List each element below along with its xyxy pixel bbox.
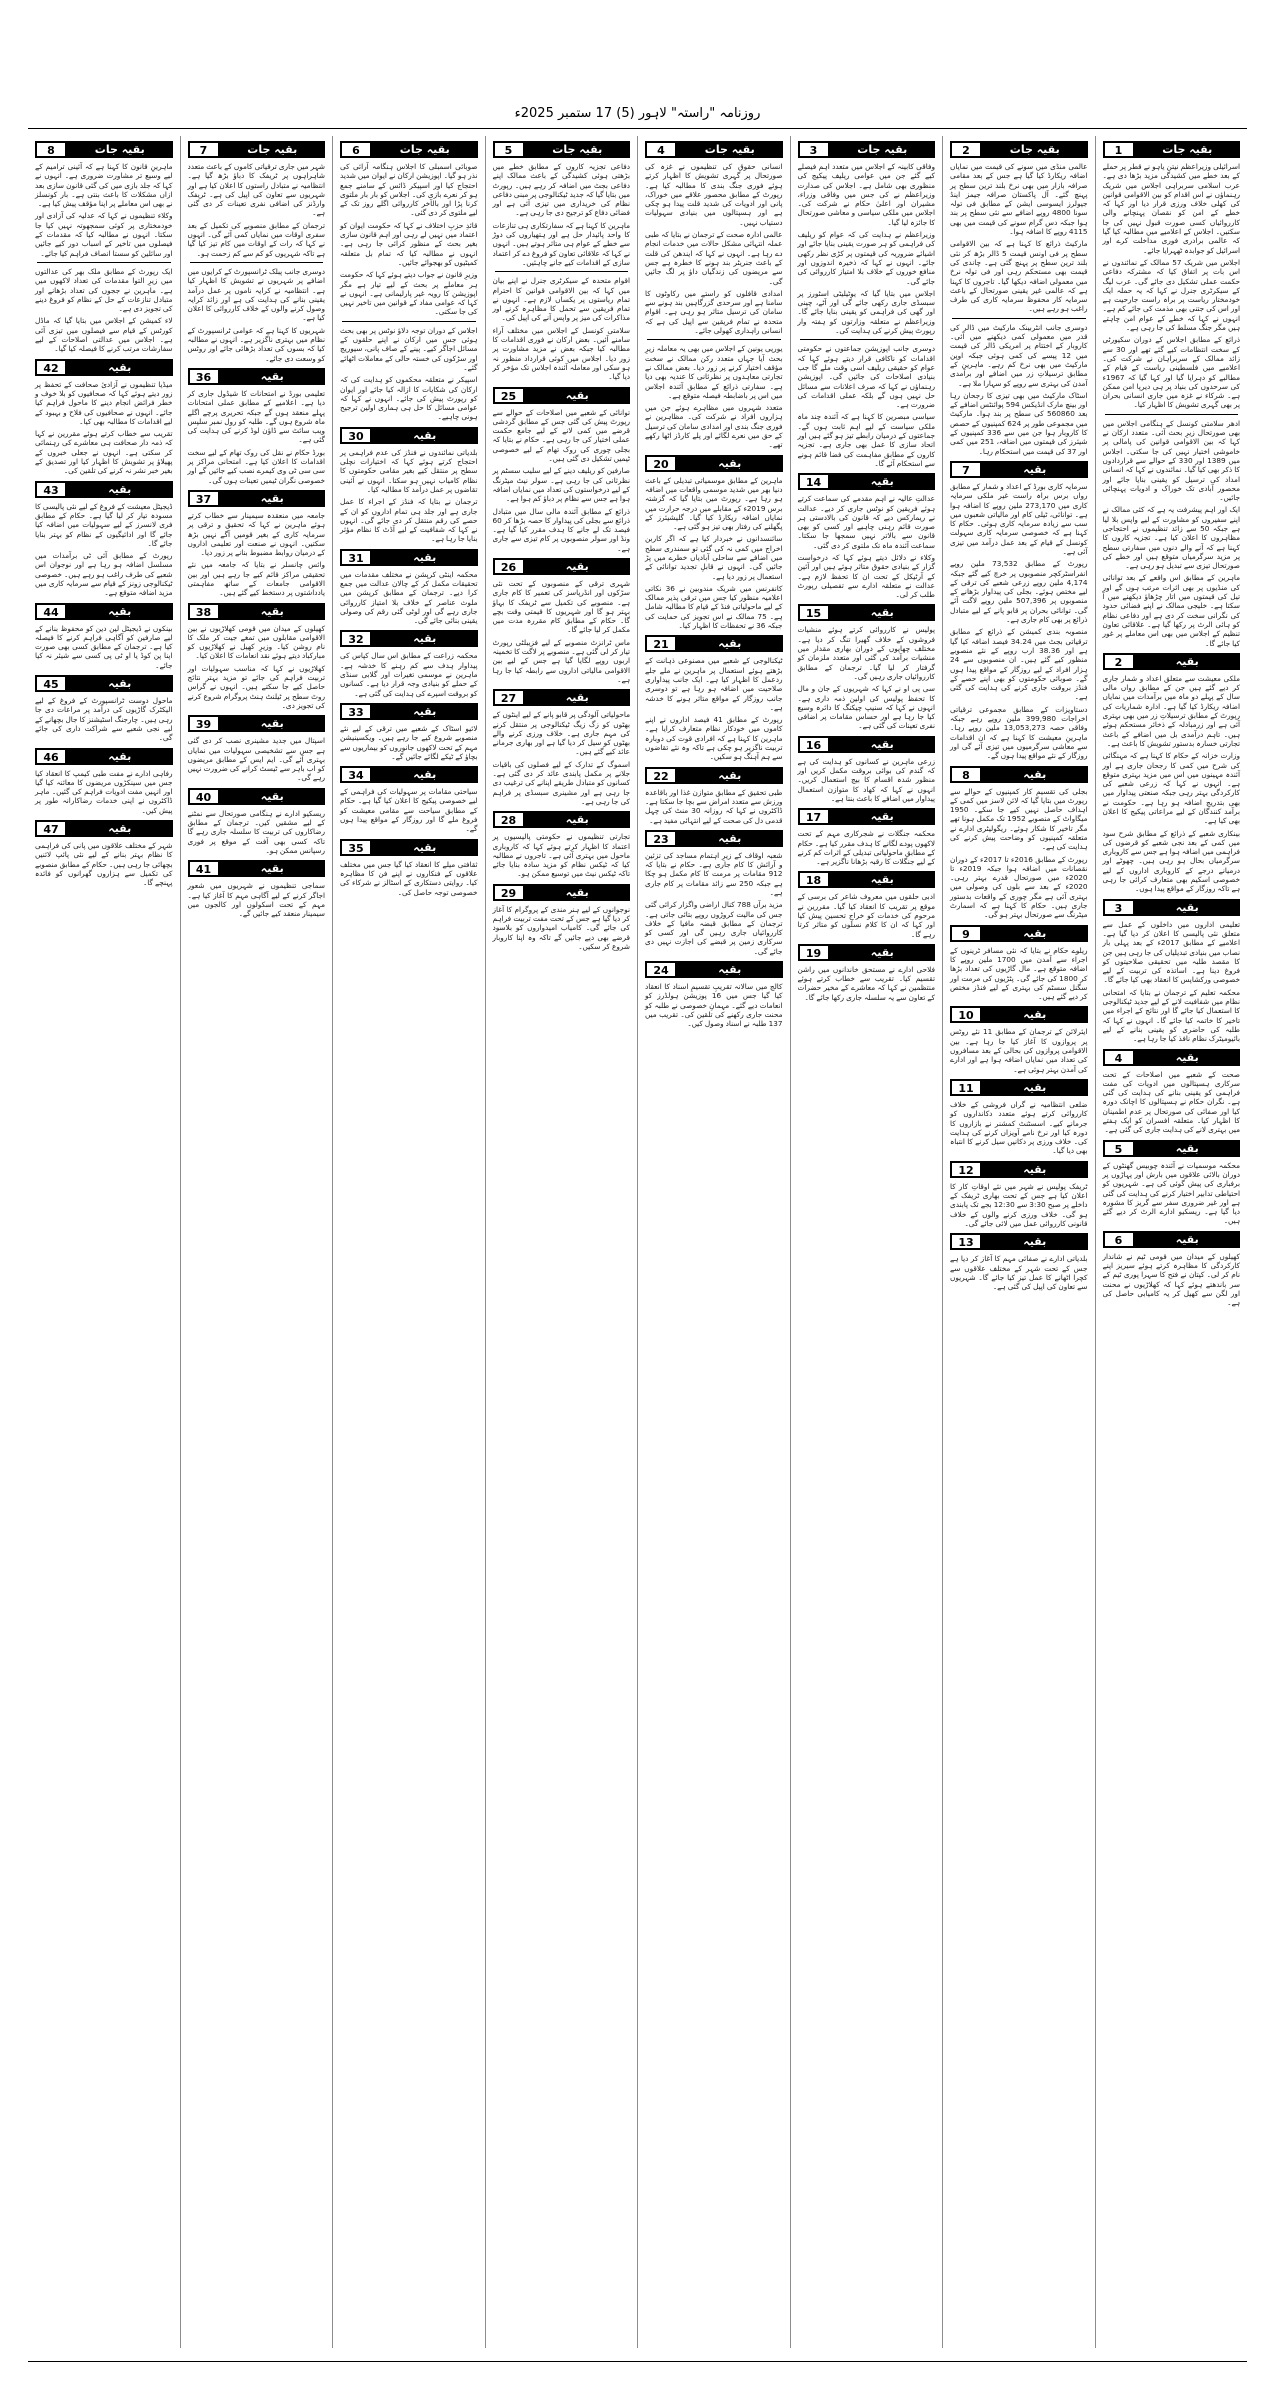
continuation-label: بقیہ: [108, 822, 132, 836]
continuation-number: 1: [1104, 142, 1134, 157]
article-paragraph: وزارت خزانہ کے حکام کا کہنا ہے کہ مہنگائی کی شرح میں کمی کا رجحان جاری ہے اور آئندہ مہینوں میں اس میں مزید بہتری متوقع ہے۔ انہوں نے کہا کہ زرعی شعبے کی کارکردگی بہتر رہی جبکہ صنعتی پیداوار میں بھی بتدریج اضافہ ہو رہا ہے۔ حکومت نے برآمد کنندگان کے لیے مراعاتی پیکیج کا اعلان بھی کیا ہے۔: [1102, 751, 1240, 826]
continuation-header: [493, 558, 631, 575]
continuation-header: [340, 141, 478, 158]
continuation-header: [340, 703, 478, 720]
continuation-header: [1103, 141, 1241, 158]
continuation-header: [340, 766, 478, 783]
article-paragraph: طبی تحقیق کے مطابق متوازن غذا اور باقاعدہ ورزش سے متعدد امراض سے بچا جا سکتا ہے۔ ڈاکٹروں نے کہا کہ روزانہ 30 منٹ کی چہل قدمی دل کی صحت کے لیے انتہائی مفید ہے۔: [645, 787, 783, 825]
continuation-label: بقیہ: [718, 831, 742, 845]
article-paragraph: ڈیجیٹل معیشت کے فروغ کے لیے نئی پالیسی کا مسودہ تیار کر لیا گیا ہے۔ حکام کے مطابق فری لانسرز کے لیے سہولیات میں اضافہ کیا جائے گا اور ادائیگیوں کے نظام کو بہتر بنایا جائے گا۔: [35, 501, 173, 548]
article-paragraph: محکمہ اینٹی کرپشن نے مختلف مقدمات میں تحقیقات مکمل کر کے چالان عدالت میں جمع کرا دیے۔ ترجمان کے مطابق کرپشن میں ملوث عناصر کے خلاف بلا امتیاز کارروائی جاری رہے گی اور لوٹی گئی رقم کی وصولی یقینی بنائی جائے گی۔: [340, 569, 478, 626]
continuation-number: 7: [951, 462, 981, 477]
continuation-number: 21: [646, 636, 676, 651]
continuation-header: [798, 944, 936, 961]
continuation-label: بقیہ: [1023, 1008, 1047, 1022]
continuation-number: 13: [951, 1234, 981, 1249]
continuation-header: [188, 368, 326, 385]
continuation-label: بقیہ: [260, 717, 284, 731]
article-paragraph: بلدیاتی نمائندوں نے فنڈز کی عدم فراہمی پر احتجاج کرتے ہوئے کہا کہ اختیارات نچلی سطح پر منتقل کیے بغیر مقامی حکومتوں کا نظام کامیاب نہیں ہو سکتا۔ انہوں نے آئینی تقاضوں پر عمل درآمد کا مطالبہ کیا۔: [340, 447, 478, 494]
article-paragraph: رپورٹ کے مطابق 2016ء تا 2017ء کے دوران نقصانات میں اضافہ ہوا جبکہ 2019ء تا 2020ء میں صورتحال قدرے بہتر رہی۔ 2020ء کے بعد سے بلوں کی وصولی میں بہتری آئی ہے مگر چوری کے واقعات بدستور جاری ہیں۔ حکام کا کہنا ہے کہ اسمارٹ میٹرنگ سے صورتحال بہتر ہو گی۔: [950, 854, 1088, 920]
continuation-number: 17: [799, 809, 829, 824]
continuation-number: 12: [951, 1162, 981, 1177]
continuation-number: 24: [646, 962, 676, 977]
article-paragraph: شہری ترقی کے منصوبوں کے تحت نئی سڑکوں اور انڈرپاسز کی تعمیر کا کام جاری ہے۔ منصوبے کی تکمیل سے ٹریفک کا بہاؤ بہتر ہو گا اور شہریوں کا قیمتی وقت بچے گا۔ حکام کے مطابق کام مقررہ مدت میں مکمل کر لیا جائے گا۔: [492, 578, 630, 635]
article-paragraph: اسٹاک مارکیٹ میں بھی تیزی کا رجحان رہا اور بینچ مارک انڈیکس 594 پوائنٹس اضافے کے بعد 560860 کی سطح پر بند ہوا۔ مارکیٹ میں مجموعی طور پر 624 کمپنیوں کے حصص کا کاروبار ہوا جن میں سے 336 کمپنیوں کے شیئرز کی قیمتوں میں اضافہ، 251 میں کمی اور 37 کی قیمت میں استحکام رہا۔: [950, 390, 1088, 456]
article-paragraph: وائس چانسلر نے بتایا کہ جامعہ میں نئے تحقیقی مراکز قائم کیے جا رہے ہیں اور بین الاقوامی جامعات کے ساتھ مفاہمتی یادداشتوں پر دستخط کیے گئے ہیں۔: [187, 560, 325, 598]
continuation-label: بقیہ: [1023, 1162, 1047, 1176]
article-paragraph: ادبی حلقوں میں معروف شاعر کی برسی کے موقع پر تقریب کا انعقاد کیا گیا۔ مقررین نے مرحوم کی خدمات کو خراجِ تحسین پیش کیا اور کہا کہ ان کا کلام نسلوں کو متاثر کرتا رہے گا۔: [797, 892, 935, 939]
article-paragraph: وفاقی کابینہ کے اجلاس میں متعدد اہم فیصلے کیے گئے جن میں عوامی ریلیف پیکیج کی منظوری بھی شامل ہے۔ اجلاس کی صدارت وزیراعظم نے کی جس میں وفاقی وزراء، مشیران اور اعلیٰ حکام نے شرکت کی۔ اجلاس میں ملکی سیاسی و معاشی صورتحال کا جائزہ لیا گیا۔: [797, 162, 935, 227]
continuation-number: 20: [646, 456, 676, 471]
continuation-number: 14: [799, 474, 829, 489]
top-rule: [28, 128, 1247, 129]
continuation-number: 22: [646, 768, 676, 783]
continuation-label: بقیہ: [413, 632, 437, 646]
continuation-header: [35, 481, 173, 498]
article-paragraph: محکمہ زراعت کے مطابق اس سال کپاس کی پیداوار ہدف سے کم رہنے کا خدشہ ہے۔ ماہرین نے موسمی تغیرات اور گلابی سنڈی کے حملے کو بنیادی وجہ قرار دیا ہے۔ کسانوں کو بروقت اسپرے کی ہدایت کی گئی ہے۔: [340, 651, 478, 698]
continuation-label: بقیہ: [108, 677, 132, 691]
article-paragraph: منصوبہ بندی کمیشن کے ذرائع کے مطابق ترقیاتی بجٹ میں 34.24 فیصد اضافہ کیا گیا ہے اور 38.36 ارب روپے کے نئے منصوبے منظور کیے گئے ہیں۔ ان منصوبوں سے 24 ہزار افراد کے لیے روزگار کے مواقع پیدا ہوں گے۔ صوبائی حکومتوں کو بھی اپنے حصے کے فنڈز بروقت جاری کرنے کی ہدایت کی گئی ہے۔: [950, 627, 1088, 702]
continuation-label: بقیہ: [108, 360, 132, 374]
paragraph-divider: [342, 321, 476, 322]
continuation-label: بقیہ: [1175, 654, 1199, 668]
masthead-text: روزنامہ "راستہ" لاہور (5) 17 ستمبر 2025ء: [514, 106, 761, 121]
continuation-label: بقیہ: [718, 768, 742, 782]
article-paragraph: ثقافتی میلے کا انعقاد کیا گیا جس میں مختلف علاقوں کے فنکاروں نے اپنے فن کا مظاہرہ کیا۔ روایتی دستکاری کے اسٹالز نے شرکاء کی خصوصی توجہ حاصل کی۔: [340, 859, 478, 897]
continuation-number: 2: [1104, 654, 1134, 669]
continuation-number: 23: [646, 831, 676, 846]
article-paragraph: محکمہ تعلیم کے ترجمان نے بتایا کہ امتحانی نظام میں شفافیت لانے کے لیے جدید ٹیکنالوجی کا استعمال کیا جائے گا اور نتائج کے اجراء میں تاخیر کا خاتمہ کیا جائے گا۔ انہوں نے کہا کہ طلبہ کی حاضری کو یقینی بنانے کے لیے بائیومیٹرک نظام نافذ کیا جا رہا ہے۔: [1102, 987, 1240, 1044]
continuation-header: [188, 860, 326, 877]
continuation-header: [645, 830, 783, 847]
continuation-label: بقیہ جات: [552, 143, 603, 156]
continuation-header: [645, 767, 783, 784]
paragraph-divider: [37, 262, 171, 263]
article-paragraph: جامعہ میں منعقدہ سیمینار سے خطاب کرتے ہوئے ماہرین نے کہا کہ تحقیق و ترقی پر سرمایہ کاری کے بغیر قومیں آگے نہیں بڑھ سکتیں۔ انہوں نے صنعت اور تعلیمی اداروں کے درمیان روابط مضبوط بنانے پر زور دیا۔: [187, 510, 325, 558]
text-column: [942, 136, 1095, 2348]
continuation-label: بقیہ: [260, 491, 284, 505]
text-column: [637, 136, 790, 2348]
article-paragraph: اقوام متحدہ کے سیکرٹری جنرل نے اپنے بیان میں کہا کہ بین الاقوامی قوانین کا احترام تمام ریاستوں پر یکساں لازم ہے۔ انہوں نے تمام فریقین سے تحمل کا مظاہرہ کرنے اور مذاکرات کی میز پر واپس آنے کی اپیل کی۔: [492, 276, 630, 323]
article-paragraph: توانائی کے شعبے میں اصلاحات کے حوالے سے رپورٹ پیش کی گئی جس کے مطابق گردشی قرضے میں کمی لانے کے لیے جامع حکمت عملی اختیار کی جا رہی ہے۔ حکام نے بتایا کہ بجلی چوری کی روک تھام کے لیے خصوصی ٹیمیں تشکیل دی گئی ہیں۔: [492, 407, 630, 464]
continuation-number: 19: [799, 945, 829, 960]
article-paragraph: تجارتی تنظیموں نے حکومتی پالیسیوں پر اعتماد کا اظہار کرتے ہوئے کہا کہ کاروباری ماحول میں بہتری آئی ہے۔ تاجروں نے مطالبہ کیا کہ ٹیکس نظام کو مزید سادہ بنایا جائے تاکہ ٹیکس نیٹ میں توسیع ممکن ہو۔: [492, 832, 630, 879]
continuation-number: 33: [341, 704, 371, 719]
paragraph-divider: [800, 339, 934, 340]
article-paragraph: ماہرینِ قانون کا کہنا ہے کہ آئینی ترامیم کے لیے وسیع تر مشاورت ضروری ہے۔ انہوں نے کہا کہ جلد بازی میں کی گئی قانون سازی بعد ازاں مشکلات کا باعث بنتی ہے۔ بار کونسلز نے بھی اس معاملے پر اپنا مؤقف پیش کیا ہے۔: [35, 162, 173, 209]
article-paragraph: ترجمان کے مطابق منصوبے کی تکمیل کے بعد سفری اوقات میں نمایاں کمی آئے گی۔ انہوں نے کہا کہ رات کے اوقات میں کام تیز کیا گیا ہے تاکہ شہریوں کو کم سے کم زحمت ہو۔: [187, 220, 325, 258]
article-paragraph: صارفین کو ریلیف دینے کے لیے سلیب سسٹم پر نظرثانی کی جا رہی ہے۔ سولر نیٹ میٹرنگ کے لیے درخواستوں کی تعداد میں نمایاں اضافہ ہوا ہے جس سے نظام پر دباؤ کم ہوا ہے۔: [492, 466, 630, 504]
continuation-number: 47: [36, 821, 66, 836]
article-paragraph: سرمایہ کاری بورڈ کے اعداد و شمار کے مطابق رواں برس براہ راست غیر ملکی سرمایہ کاری میں 273,170 ملین روپے کا اضافہ ہوا ہے۔ توانائی، ٹیلی کام اور مالیاتی شعبوں میں سب سے زیادہ سرمایہ کاری ہوئی۔ حکام کا کہنا ہے کہ خصوصی سرمایہ کاری سہولت کونسل کے قیام کے بعد عمل درآمد میں تیزی آئی ہے۔: [950, 481, 1088, 556]
article-paragraph: بجلی کی تقسیم کار کمپنیوں کے حوالے سے رپورٹ میں بتایا گیا کہ لائن لاسز میں کمی کے اہداف حاصل نہیں کیے جا سکے۔ 1950 میگاواٹ کے منصوبے 1952 تک مکمل ہونا تھے مگر تاخیر کا شکار ہوئے۔ ریگولیٹری ادارے نے متعلقہ کمپنیوں کو وضاحت پیش کرنے کی ہدایت کی ہے۔: [950, 786, 1088, 852]
article-paragraph: اجلاس کے دوران توجہ دلاؤ نوٹس پر بھی بحث ہوئی جس میں ارکان نے اپنے حلقوں کے مسائل اجاگر کیے۔ پینے کے صاف پانی، سیوریج اور سڑکوں کی خستہ حالی کے معاملات اٹھائے گئے۔: [340, 325, 478, 372]
article-paragraph: سلامتی کونسل کے اجلاس میں مختلف آراء سامنے آئیں۔ بعض ارکان نے فوری اقدامات کا مطالبہ کیا جبکہ بعض نے مزید مشاورت پر زور دیا۔ اجلاس میں کوئی قرارداد منظور نہ ہو سکی اور معاملہ آئندہ اجلاس تک مؤخر کر دیا گیا۔: [492, 325, 630, 382]
continuation-label: بقیہ: [1023, 462, 1047, 476]
article-paragraph: اسپیکر نے متعلقہ محکموں کو ہدایت کی کہ ارکان کی شکایات کا ازالہ کیا جائے اور ایوان کو رپورٹ پیش کی جائے۔ انہوں نے کہا کہ عوامی مسائل کا حل ہی ہماری اولین ترجیح ہونی چاہیے۔: [340, 375, 478, 422]
continuation-header: [950, 1006, 1088, 1023]
continuation-header: [645, 141, 783, 158]
continuation-header: [35, 748, 173, 765]
continuation-header: [950, 766, 1088, 783]
article-paragraph: تقریب سے خطاب کرتے ہوئے مقررین نے کہا کہ ذمہ دار صحافت ہی معاشرے کی رہنمائی کر سکتی ہے۔ انہوں نے جعلی خبروں کے پھیلاؤ پر تشویش کا اظہار کیا اور تصدیق کے بغیر خبر نشر نہ کرنے کی تلقین کی۔: [35, 429, 173, 476]
article-paragraph: ذرائع کے مطابق آئندہ مالی سال میں متبادل ذرائع سے بجلی کی پیداوار کا حصہ بڑھا کر 60 فیصد تک لے جانے کا ہدف مقرر کیا گیا ہے۔ ونڈ اور سولر منصوبوں پر کام تیزی سے جاری ہے۔: [492, 506, 630, 553]
article-paragraph: کانفرنس میں شریک مندوبین نے 36 نکاتی اعلامیہ منظور کیا جس میں ترقی پذیر ممالک کے لیے ماحولیاتی فنڈ کے قیام کا مطالبہ شامل ہے۔ 75 ممالک نے اس تجویز کی حمایت کی جبکہ 36 نے تحفظات کا اظہار کیا۔: [645, 583, 783, 631]
continuation-number: 9: [951, 926, 981, 941]
continuation-label: بقیہ: [870, 475, 894, 489]
article-paragraph: محکمہ جنگلات نے شجرکاری مہم کے تحت لاکھوں پودے لگانے کا ہدف مقرر کیا ہے۔ حکام کے مطابق ماحولیاتی تبدیلی کے اثرات کم کرنے کے لیے جنگلات کا رقبہ بڑھانا ناگزیر ہے۔: [797, 829, 935, 867]
article-paragraph: عالمی منڈی میں سونے کی قیمت میں نمایاں اضافہ ریکارڈ کیا گیا ہے جس کے بعد مقامی صرافہ بازار میں بھی نرخ بلند ترین سطح پر پہنچ گئے۔ آل پاکستان صرافہ جیمز اینڈ جیولرز ایسوسی ایشن کے مطابق فی تولہ سونا 4800 روپے اضافے سے نئی سطح پر بند ہوا جبکہ دس گرام سونے کی قیمت میں بھی 4115 روپے کا اضافہ ہوا۔: [950, 162, 1088, 237]
continuation-header: [1103, 653, 1241, 670]
continuation-label: بقیہ: [1175, 1232, 1199, 1246]
article-paragraph: بورڈ حکام نے نقل کی روک تھام کے لیے سخت اقدامات کا اعلان کیا ہے۔ امتحانی مراکز پر سی سی ٹی وی کیمرے نصب کیے جائیں گے اور خصوصی نگران ٹیمیں تعینات ہوں گی۔: [187, 447, 325, 485]
continuation-label: بقیہ: [1023, 767, 1047, 781]
article-paragraph: فلاحی ادارے نے مستحق خاندانوں میں راشن تقسیم کیا۔ تقریب سے خطاب کرتے ہوئے منتظمین نے کہا کہ معاشرے کے مخیر حضرات کے تعاون سے یہ سلسلہ جاری رکھا جائے گا۔: [797, 964, 935, 1002]
article-paragraph: کالج میں سالانہ تقریبِ تقسیمِ اسناد کا انعقاد کیا گیا جس میں 16 پوزیشن ہولڈرز کو انعامات دیے گئے۔ مہمانِ خصوصی نے طلبہ کو محنت جاری رکھنے کی تلقین کی۔ تقریب میں 137 طلبہ نے اسناد وصول کیں۔: [645, 982, 783, 1029]
continuation-header: [645, 455, 783, 472]
continuation-number: 16: [799, 737, 829, 752]
continuation-label: بقیہ: [565, 388, 589, 402]
masthead: [0, 106, 1275, 121]
continuation-number: 7: [189, 142, 219, 157]
continuation-header: [340, 549, 478, 566]
continuation-number: 26: [494, 559, 524, 574]
continuation-number: 6: [341, 142, 371, 157]
continuation-label: بقیہ: [565, 691, 589, 705]
continuation-number: 43: [36, 482, 66, 497]
article-paragraph: ایک اور اہم پیشرفت یہ ہے کہ کئی ممالک نے اپنے سفیروں کو مشاورت کے لیے واپس بلا لیا ہے جبکہ 50 سے زائد تنظیموں نے احتجاجی مظاہروں کا اعلان کیا ہے۔ تجزیہ کاروں کا کہنا ہے کہ آنے والے دنوں میں سفارتی سطح پر مزید سرگرمیاں متوقع ہیں اور خطے کی صورتحال تیزی سے تبدیل ہو رہی ہے۔: [1102, 505, 1241, 571]
article-paragraph: متعدد شہروں میں مظاہرے ہوئے جن میں ہزاروں افراد نے شرکت کی۔ مظاہرین نے فوری جنگ بندی اور امدادی سامان کی ترسیل کے حق میں نعرے لگائے اور پلے کارڈز اٹھا رکھے تھے۔: [645, 403, 783, 450]
paragraph-divider: [190, 262, 324, 263]
continuation-label: بقیہ: [870, 945, 894, 959]
article-paragraph: وزیراعظم نے ہدایت کی کہ عوام کو ریلیف کی فراہمی کو ہر صورت یقینی بنایا جائے اور اشیائے ضروریہ کی قیمتوں پر کڑی نظر رکھی جائے۔ انہوں نے کہا کہ ذخیرہ اندوزوں اور منافع خوروں کے خلاف بلا امتیاز کارروائی کی جائے گی۔: [797, 230, 935, 286]
article-paragraph: ماہرین کے مطابق موسمیاتی تبدیلی کے باعث دنیا بھر میں شدید موسمی واقعات میں اضافہ ہو رہا ہے۔ رپورٹ میں بتایا گیا کہ گزشتہ برس 2019ء کے مقابلے میں درجہ حرارت میں نمایاں اضافہ ریکارڈ کیا گیا۔ گلیشیئرز کے پگھلنے کی رفتار بھی تیز ہو گئی ہے۔: [645, 475, 783, 532]
article-paragraph: اجلاس میں بتایا گیا کہ یوٹیلیٹی اسٹورز پر سبسڈی جاری رکھی جائے گی اور آٹے، چینی اور گھی کی فراہمی کو یقینی بنایا جائے گا۔ وزیراعظم نے متعلقہ وزارتوں کو ہفتہ وار رپورٹ پیش کرنے کی ہدایت کی۔: [797, 288, 935, 336]
column-grid: [28, 136, 1247, 2348]
continuation-number: 15: [799, 605, 829, 620]
continuation-header: [950, 461, 1088, 478]
continuation-number: 28: [494, 812, 524, 827]
continuation-label: بقیہ: [1023, 1235, 1047, 1249]
continuation-label: بقیہ جات: [247, 143, 298, 156]
article-paragraph: عالمی ادارہ صحت کے ترجمان نے بتایا کہ طبی عملہ انتہائی مشکل حالات میں خدمات انجام دے رہا ہے۔ انہوں نے کہا کہ ایندھن کی قلت کے باعث جنریٹر بند ہونے کا خطرہ ہے جس سے مریضوں کی زندگیاں داؤ پر لگ جائیں گی۔: [645, 230, 783, 286]
article-paragraph: ادھر سلامتی کونسل کے ہنگامی اجلاس میں بھی صورتحال زیرِ بحث آئی۔ متعدد ارکان نے کہا کہ بین الاقوامی قوانین کی پامالی پر خاموشی اختیار نہیں کی جا سکتی۔ اجلاس میں 1389 اور 330 کے حوالے سے قراردادوں کا ذکر بھی کیا گیا۔ نمائندوں نے کہا کہ انسانی امداد کی ترسیل کو یقینی بنایا جائے اور محصور آبادی تک خوراک و ادویات پہنچائی جائیں۔: [1102, 418, 1240, 503]
continuation-number: 10: [951, 1007, 981, 1022]
continuation-number: 5: [1104, 1141, 1134, 1156]
continuation-header: [950, 141, 1088, 158]
continuation-header: [950, 1079, 1088, 1096]
text-column: [180, 136, 333, 2348]
continuation-header: [35, 359, 173, 376]
continuation-header: [645, 635, 783, 652]
article-paragraph: صوبائی اسمبلی کا اجلاس ہنگامہ آرائی کی نذر ہو گیا۔ اپوزیشن ارکان نے ایوان میں شدید احتجاج کیا اور اسپیکر ڈائس کے سامنے جمع ہو کر نعرے بازی کی۔ اجلاس کو بار بار ملتوی کرنا پڑا اور بالآخر کارروائی اگلے روز تک کے لیے ملتوی کر دی گئی۔: [340, 162, 478, 218]
bottom-rule: [28, 2361, 1247, 2362]
article-paragraph: عدالتِ عالیہ نے اہم مقدمے کی سماعت کرتے ہوئے فریقین کو نوٹس جاری کر دیے۔ عدالت نے ریمارکس دیے کہ قانون کی بالادستی ہر صورت قائم رہنی چاہیے اور کسی کو بھی قانون سے بالاتر نہیں سمجھا جا سکتا۔ سماعت آئندہ ماہ تک ملتوی کر دی گئی۔: [797, 494, 935, 550]
continuation-number: 27: [494, 690, 524, 705]
paragraph-divider: [952, 318, 1086, 319]
article-paragraph: اجلاس میں شریک 57 ممالک کے نمائندوں نے اس بات پر اتفاق کیا کہ مشترکہ دفاعی حکمت عملی تشکیل دی جائے گی۔ عرب لیگ کے سیکرٹری جنرل نے کہا کہ یہ حملہ ایک خودمختار ریاست پر براہ راست جارحیت ہے اور اس کی جتنی بھی مذمت کی جائے کم ہے۔ انہوں نے کہا کہ خطے کے عوام امن چاہتے ہیں مگر جنگ مسلط کی جا رہی ہے۔: [1102, 257, 1241, 333]
article-paragraph: ریلوے حکام نے بتایا کہ نئی مسافر ٹرینوں کے اجراء سے آمدن میں 1700 ملین روپے کا اضافہ متوقع ہے۔ مال گاڑیوں کی تعداد بڑھا کر 1800 کی جائے گی۔ پٹڑیوں کی مرمت اور سگنل سسٹم کی بہتری کے لیے فنڈز مختص کر دیے گئے ہیں۔: [950, 945, 1088, 1002]
continuation-label: بقیہ جات: [857, 143, 908, 156]
article-paragraph: سی پی او نے کہا کہ شہریوں کے جان و مال کا تحفظ پولیس کی اولین ذمہ داری ہے۔ انہوں نے کہا کہ سنیپ چیکنگ کا دائرہ وسیع کیا جا رہا ہے اور حساس مقامات پر اضافی نفری تعینات کی گئی ہے۔: [797, 684, 935, 731]
article-paragraph: سیاحتی مقامات پر سہولیات کی فراہمی کے لیے خصوصی پیکیج کا اعلان کیا گیا ہے۔ حکام کے مطابق سیاحت سے مقامی معیشت کو فروغ ملے گا اور روزگار کے مواقع پیدا ہوں گے۔: [340, 787, 478, 834]
article-paragraph: سائنسدانوں نے خبردار کیا ہے کہ اگر کاربن اخراج میں کمی نہ کی گئی تو سمندری سطح میں اضافے سے ساحلی آبادیاں خطرے میں پڑ جائیں گی۔ انہوں نے قابلِ تجدید توانائی کے استعمال پر زور دیا ہے۔: [645, 534, 783, 581]
paragraph-divider: [495, 271, 629, 272]
article-paragraph: نوجوانوں کے لیے ہنر مندی کے پروگرام کا آغاز کر دیا گیا ہے جس کے تحت مفت تربیت فراہم کی جائے گی۔ کامیاب امیدواروں کو بلاسود قرضے بھی دیے جائیں گے تاکہ وہ اپنا کاروبار شروع کر سکیں۔: [492, 904, 630, 951]
article-paragraph: رپورٹ کے مطابق 41 فیصد اداروں نے اپنے کاموں میں خودکار نظام متعارف کرایا ہے۔ ماہرین کا کہنا ہے کہ افرادی قوت کی دوبارہ تربیت ناگزیر ہو چکی ہے تاکہ وہ نئے تقاضوں سے ہم آہنگ ہو سکیں۔: [645, 715, 783, 762]
article-paragraph: دفاعی تجزیہ کاروں کے مطابق خطے میں بڑھتی ہوئی کشیدگی کے باعث ممالک اپنے دفاعی بجٹ میں اضافہ کر رہے ہیں۔ رپورٹ میں بتایا گیا کہ جدید ٹیکنالوجی پر مبنی دفاعی نظام کی خریداری میں تیزی آئی ہے اور فضائی دفاع کو ترجیح دی جا رہی ہے۔: [492, 162, 630, 218]
continuation-number: 40: [189, 789, 219, 804]
article-paragraph: ٹیکنالوجی کے شعبے میں مصنوعی ذہانت کے بڑھتے ہوئے استعمال پر ماہرین نے ملے جلے ردعمل کا اظہار کیا ہے۔ ایک جانب پیداواری صلاحیت میں اضافہ ہو رہا ہے تو دوسری جانب روزگار کے مواقع متاثر ہونے کا خدشہ ہے۔: [645, 656, 783, 712]
text-column: [1095, 136, 1248, 2348]
article-paragraph: ملکی معیشت سے متعلق اعداد و شمار جاری کر دیے گئے ہیں جن کے مطابق رواں مالی سال کے پہلے دو ماہ میں برآمدات میں نمایاں اضافہ ریکارڈ کیا گیا ہے۔ ادارہ شماریات کی رپورٹ کے مطابق ترسیلاتِ زر میں بھی بہتری آئی ہے اور زرمبادلہ کے ذخائر مستحکم ہوئے ہیں۔ تاہم درآمدی بل میں اضافے کے باعث تجارتی خسارہ بدستور تشویش کا باعث ہے۔: [1102, 673, 1240, 748]
article-paragraph: ماہرین کے مطابق اس واقعے کے بعد توانائی کی منڈیوں پر بھی اثرات مرتب ہوں گے اور تیل کی قیمتوں میں اتار چڑھاؤ دیکھنے میں آ سکتا ہے۔ خلیجی ممالک نے اپنے فضائی حدود کی نگرانی سخت کر دی ہے اور دفاعی نظام کو ہائی الرٹ پر رکھا گیا ہے۔ علاقائی تعاون تنظیم کے اجلاس میں بھی اس معاملے پر غور کیا جائے گا۔: [1102, 573, 1240, 648]
article-paragraph: رپورٹ کے مطابق 73,532 ملین روپے انفراسٹرکچر منصوبوں پر خرچ کیے گئے جبکہ 4,174 ملین روپے زرعی شعبے کی ترقی کے لیے مختص ہوئے۔ بجلی کی پیداوار بڑھانے کے منصوبوں پر 507,396 ملین روپے لاگت آئے گی۔ توانائی بحران پر قابو پانے کے لیے متبادل ذرائع پر بھی کام جاری ہے۔: [950, 559, 1088, 625]
continuation-header: [188, 715, 326, 732]
article-paragraph: تعلیمی اداروں میں داخلوں کے عمل سے متعلق نئی پالیسی کا اعلان کر دیا گیا ہے۔ اعلامیے کے مطابق 2017ء کے بعد پہلی بار نصاب میں بنیادی تبدیلیاں کی جا رہی ہیں جن کا مقصد طلبہ میں تحقیقی صلاحیتوں کو فروغ دینا ہے۔ اساتذہ کی تربیت کے لیے خصوصی ورکشاپس کا انعقاد بھی کیا جائے گا۔: [1102, 919, 1240, 985]
article-paragraph: ریسکیو ادارے نے ہنگامی صورتحال سے نمٹنے کے لیے مشقیں کیں۔ ترجمان کے مطابق رضاکاروں کی تربیت کا سلسلہ جاری رہے گا تاکہ کسی بھی آفت کے موقع پر فوری رسپانس ممکن ہو۔: [187, 808, 325, 855]
continuation-number: 31: [341, 550, 371, 565]
continuation-header: [340, 630, 478, 647]
article-paragraph: مارکیٹ ذرائع کا کہنا ہے کہ بین الاقوامی سطح پر فی اونس قیمت 5 ڈالر بڑھ کر نئی بلند ترین سطح پر پہنچ گئی ہے۔ چاندی کی قیمت بھی مستحکم رہی اور فی تولہ نرخ میں معمولی اضافہ دیکھا گیا۔ تاجروں کا کہنا ہے کہ عالمی غیر یقینی صورتحال کے باعث سرمایہ کار محفوظ سرمایہ کاری کی طرف راغب ہو رہے ہیں۔: [950, 239, 1088, 314]
continuation-header: [950, 1161, 1088, 1178]
continuation-header: [798, 141, 936, 158]
continuation-label: بقیہ جات: [94, 143, 145, 156]
article-paragraph: ماحول دوست ٹرانسپورٹ کے فروغ کے لیے الیکٹرک گاڑیوں کی درآمد پر مراعات دی جا رہی ہیں۔ چارجنگ اسٹیشنز کا جال بچھانے کے لیے نجی شعبے سے شراکت داری کی جائے گی۔: [35, 696, 173, 743]
continuation-number: 32: [341, 631, 371, 646]
continuation-label: بقیہ جات: [704, 143, 755, 156]
continuation-label: بقیہ: [565, 885, 589, 899]
article-paragraph: ذرائع کے مطابق اجلاس کے دوران سکیورٹی کے سخت انتظامات کیے گئے تھے اور 30 سے زائد ممالک کے سربراہان نے شرکت کی۔ اعلامیے میں فلسطینی ریاست کے قیام کے مطالبے کو دہرایا گیا اور کہا گیا کہ 1967ء کی سرحدوں کی بنیاد پر ہی دیرپا امن ممکن ہے۔ شرکاء نے غزہ میں جاری انسانی بحران پر بھی گہری تشویش کا اظہار کیا۔: [1102, 335, 1240, 410]
continuation-header: [35, 603, 173, 620]
continuation-header: [645, 961, 783, 978]
continuation-number: 4: [646, 142, 676, 157]
continuation-header: [950, 1233, 1088, 1250]
continuation-label: بقیہ: [260, 862, 284, 876]
continuation-header: [1103, 1140, 1241, 1157]
article-paragraph: سیاسی مبصرین کا کہنا ہے کہ آئندہ چند ماہ ملکی سیاست کے لیے اہم ثابت ہوں گے۔ جماعتوں کے درمیان رابطے تیز ہو گئے ہیں اور اتحاد سازی کا عمل بھی جاری ہے۔ تجزیہ کاروں کے مطابق مفاہمت کی فضا قائم ہونے سے استحکام آئے گا۔: [797, 412, 935, 468]
article-paragraph: ضلعی انتظامیہ نے گراں فروشی کے خلاف کارروائی کرتے ہوئے متعدد دکانداروں کو جرمانے کیے۔ اسسٹنٹ کمشنر نے بازاروں کا دورہ کیا اور نرخ نامے آویزاں کرنے کی ہدایت کی۔ خلاف ورزی پر دکانیں سیل کرنے کا انتباہ بھی دیا گیا۔: [950, 1099, 1088, 1156]
article-paragraph: میڈیا تنظیموں نے آزادیٔ صحافت کے تحفظ پر زور دیتے ہوئے کہا کہ صحافیوں کو بلا خوف و خطر فرائض انجام دینے کا ماحول فراہم کیا جائے۔ انہوں نے صحافیوں کی فلاح و بہبود کے لیے اقدامات کا مطالبہ بھی کیا۔: [35, 379, 173, 426]
article-paragraph: ٹریفک پولیس نے شہر میں نئے اوقاتِ کار کا اعلان کیا ہے جس کے تحت بھاری ٹریفک کے داخلے پر صبح 3:30 سے 12:30 بجے تک پابندی ہو گی۔ خلاف ورزی کرنے والوں کے خلاف قانونی کارروائی عمل میں لائی جائے گی۔: [950, 1181, 1088, 1228]
continuation-number: 6: [1104, 1232, 1134, 1247]
continuation-number: 3: [1104, 900, 1134, 915]
continuation-header: [493, 689, 631, 706]
continuation-label: بقیہ: [1175, 1141, 1199, 1155]
continuation-number: 3: [799, 142, 829, 157]
continuation-label: بقیہ: [108, 604, 132, 618]
continuation-label: بقیہ: [718, 637, 742, 651]
text-column: [790, 136, 943, 2348]
article-paragraph: یورپی یونین کے اجلاس میں بھی یہ معاملہ زیرِ بحث آیا جہاں متعدد رکن ممالک نے سخت مؤقف اختیار کرنے پر زور دیا۔ بعض ممالک نے تجارتی معاہدوں پر نظرثانی کا عندیہ بھی دیا ہے۔ سفارتی ذرائع کے مطابق آئندہ اجلاس میں اس پر باضابطہ فیصلہ متوقع ہے۔: [645, 344, 783, 400]
continuation-label: بقیہ: [718, 963, 742, 977]
continuation-header: [798, 604, 936, 621]
continuation-number: 8: [951, 767, 981, 782]
continuation-number: 30: [341, 428, 371, 443]
continuation-number: 29: [494, 885, 524, 900]
article-paragraph: رفاہی ادارے نے مفت طبی کیمپ کا انعقاد کیا جس میں سینکڑوں مریضوں کا معائنہ کیا گیا اور انہیں مفت ادویات فراہم کی گئیں۔ ماہر ڈاکٹروں نے اپنی خدمات رضاکارانہ طور پر پیش کیں۔: [35, 768, 173, 815]
article-paragraph: کھیلوں کے میدان میں قومی کھلاڑیوں نے بین الاقوامی مقابلوں میں تمغے جیت کر ملک کا نام روشن کیا۔ وزیرِ کھیل نے کھلاڑیوں کو مبارکباد دیتے ہوئے نقد انعامات کا اعلان کیا۔: [187, 623, 325, 661]
continuation-header: [1103, 899, 1241, 916]
text-column: [28, 136, 180, 2348]
continuation-label: بقیہ: [565, 813, 589, 827]
article-paragraph: دوسری جانب پبلک ٹرانسپورٹ کے کرایوں میں اضافے پر شہریوں نے تشویش کا اظہار کیا ہے۔ انتظامیہ نے کرایہ ناموں پر عمل درآمد یقینی بنانے کی ہدایت کی ہے اور زائد کرایہ وصول کرنے والوں کے خلاف کارروائی کا اعلان کیا ہے۔: [187, 266, 325, 323]
continuation-label: بقیہ: [718, 456, 742, 470]
article-paragraph: ماہرین کا کہنا ہے کہ سفارتکاری ہی تنازعات کا واحد پائیدار حل ہے اور ہتھیاروں کی دوڑ سے خطے کے عوام ہی متاثر ہوتے ہیں۔ انہوں نے کہا کہ علاقائی تعاون کو فروغ دے کر اعتماد سازی کے اقدامات کیے جانے چاہئیں۔: [492, 220, 630, 267]
continuation-label: بقیہ جات: [399, 143, 450, 156]
article-paragraph: لائیو اسٹاک کے شعبے میں ترقی کے لیے نئے منصوبے شروع کیے جا رہے ہیں۔ ویکسینیشن مہم کے تحت لاکھوں جانوروں کو بیماریوں سے بچاؤ کے ٹیکے لگائے جائیں گے۔: [340, 723, 478, 761]
continuation-number: 11: [951, 1080, 981, 1095]
article-paragraph: ایئرلائن کے ترجمان کے مطابق 11 نئے روٹس پر پروازوں کا آغاز کیا جا رہا ہے۔ بین الاقوامی پروازوں کی بحالی کے بعد مسافروں کی تعداد میں نمایاں اضافہ ہوا ہے اور ادارے کی آمدن بہتر ہوئی ہے۔: [950, 1027, 1088, 1074]
continuation-number: 18: [799, 872, 829, 887]
article-paragraph: بینکاری شعبے کے ذرائع کے مطابق شرح سود میں کمی کے بعد نجی شعبے کو قرضوں کی فراہمی میں اضافہ ہوا ہے جس سے کاروباری سرگرمیاں بحال ہو رہی ہیں۔ چھوٹے اور درمیانے درجے کے کاروباری اداروں کے لیے خصوصی اسکیم بھی متعارف کرائی جا رہی ہے تاکہ روزگار کے مواقع پیدا ہوں۔: [1102, 828, 1240, 894]
continuation-label: بقیہ: [565, 559, 589, 573]
continuation-header: [340, 427, 478, 444]
continuation-number: 45: [36, 676, 66, 691]
article-paragraph: انسانی حقوق کی تنظیموں نے غزہ کی صورتحال پر گہری تشویش کا اظہار کرتے ہوئے فوری جنگ بندی کا مطالبہ کیا ہے۔ رپورٹ کے مطابق محصور علاقے میں خوراک، پانی اور ادویات کی شدید قلت پیدا ہو چکی ہے اور ہسپتالوں میں بنیادی سہولیات دستیاب نہیں۔: [645, 162, 783, 227]
continuation-header: [188, 603, 326, 620]
article-paragraph: مزید برآں 788 کنال اراضی واگزار کرائی گئی جس کی مالیت کروڑوں روپے بتائی جاتی ہے۔ ترجمان کے مطابق قبضہ مافیا کے خلاف کارروائیاں جاری رہیں گی اور کسی کو سرکاری زمین پر قبضے کی اجازت نہیں دی جائے گی۔: [645, 900, 783, 956]
continuation-label: بقیہ: [413, 704, 437, 718]
continuation-header: [1103, 1231, 1241, 1248]
continuation-label: بقیہ: [413, 840, 437, 854]
article-paragraph: پولیس نے کارروائی کرتے ہوئے منشیات فروشوں کے خلاف گھیرا تنگ کر دیا ہے۔ مختلف چھاپوں کے دوران بھاری مقدار میں منشیات برآمد کی گئی اور متعدد ملزمان کو گرفتار کر لیا گیا۔ ترجمان کے مطابق کارروائیاں جاری رہیں گی۔: [797, 625, 935, 681]
continuation-header: [1103, 1049, 1241, 1066]
continuation-label: بقیہ: [1175, 1050, 1199, 1064]
article-paragraph: زرعی ماہرین نے کسانوں کو ہدایت کی ہے کہ گندم کی بوائی بروقت مکمل کریں اور منظور شدہ اقسام کا بیج استعمال کریں۔ انہوں نے کہا کہ کھاد کا متوازن استعمال پیداوار میں اضافے کا باعث بنتا ہے۔: [797, 756, 935, 803]
article-paragraph: ترجمان نے بتایا کہ فنڈز کے اجراء کا عمل جاری ہے اور جلد ہی تمام اداروں کو ان کے حصے کی رقم منتقل کر دی جائے گی۔ انہوں نے کہا کہ شفافیت کے لیے آڈٹ کا نظام مؤثر بنایا جا رہا ہے۔: [340, 497, 478, 544]
continuation-header: [188, 490, 326, 507]
continuation-label: بقیہ جات: [1162, 143, 1213, 156]
paragraph-divider: [1105, 414, 1239, 415]
continuation-number: 36: [189, 369, 219, 384]
article-paragraph: بینکوں نے ڈیجیٹل لین دین کو محفوظ بنانے کے لیے صارفین کو آگاہی فراہم کرنے کا فیصلہ کیا ہے۔ ترجمان کے مطابق کسی بھی صورت اپنا پن کوڈ یا او ٹی پی کسی سے شیئر نہ کیا جائے۔: [35, 623, 173, 670]
article-paragraph: محکمہ موسمیات نے آئندہ چوبیس گھنٹوں کے دوران بالائی علاقوں میں بارش اور پہاڑوں پر برفباری کی پیش گوئی کی ہے۔ شہریوں کو احتیاطی تدابیر اختیار کرنے کی ہدایت کی گئی ہے اور غیر ضروری سفر سے گریز کا مشورہ دیا گیا ہے۔ ریسکیو ادارے الرٹ کر دیے گئے ہیں۔: [1102, 1160, 1240, 1226]
continuation-header: [798, 473, 936, 490]
continuation-label: بقیہ: [260, 604, 284, 618]
continuation-header: [493, 811, 631, 828]
continuation-header: [798, 736, 936, 753]
continuation-header: [340, 839, 478, 856]
article-paragraph: شہریوں کا کہنا ہے کہ عوامی ٹرانسپورٹ کے نظام میں بہتری ناگزیر ہے۔ انہوں نے مطالبہ کیا کہ بسوں کی تعداد بڑھائی جائے اور روٹس کو وسعت دی جائے۔: [187, 325, 325, 363]
article-paragraph: کھیلوں کے میدان میں قومی ٹیم نے شاندار کارکردگی کا مظاہرہ کرتے ہوئے سیریز اپنے نام کر لی۔ کپتان نے فتح کا سہرا پوری ٹیم کے سر باندھتے ہوئے کہا کہ کھلاڑیوں نے محنت اور لگن سے کھیل کر یہ کامیابی حاصل کی ہے۔: [1102, 1251, 1240, 1308]
continuation-header: [493, 387, 631, 404]
continuation-number: 5: [494, 142, 524, 157]
continuation-header: [798, 808, 936, 825]
continuation-header: [798, 871, 936, 888]
continuation-label: بقیہ: [870, 606, 894, 620]
paragraph-divider: [647, 339, 781, 340]
article-paragraph: دوسری جانب انٹربینک مارکیٹ میں ڈالر کی قدر میں معمولی کمی دیکھنے میں آئی۔ کاروبار کے اختتام پر امریکی ڈالر کی قیمت میں 12 پیسے کی کمی ہوئی جبکہ اوپن مارکیٹ میں بھی نرخ کم رہے۔ ماہرین کے مطابق ترسیلاتِ زر میں اضافے اور برآمدی آمدن کی بہتری سے روپے کو سہارا ملا ہے۔: [950, 322, 1088, 388]
article-paragraph: شعبہ اوقاف کے زیرِ اہتمام مساجد کی تزئین و آرائش کا کام جاری ہے۔ حکام نے بتایا کہ 912 مقامات پر مرمت کا کام مکمل ہو چکا ہے جبکہ 250 سے زائد مقامات پر کام جاری ہے۔: [645, 850, 783, 897]
article-paragraph: شہر کے مختلف علاقوں میں پانی کی فراہمی کا نظام بہتر بنانے کے لیے نئی پائپ لائنیں بچھائی جا رہی ہیں۔ حکام کے مطابق منصوبے کی تکمیل سے ہزاروں گھرانوں کو فائدہ پہنچے گا۔: [35, 841, 173, 888]
continuation-header: [35, 141, 173, 158]
article-paragraph: اسپتال میں جدید مشینری نصب کر دی گئی ہے جس سے تشخیصی سہولیات میں نمایاں بہتری آئے گی۔ ایم ایس کے مطابق مریضوں کو اب باہر سے ٹیسٹ کرانے کی ضرورت نہیں رہے گی۔: [187, 736, 325, 783]
article-paragraph: ایک رپورٹ کے مطابق ملک بھر کی عدالتوں میں زیرِ التوا مقدمات کی تعداد لاکھوں میں ہے۔ ماہرین نے ججوں کی تعداد بڑھانے اور متبادل تنازعات کے حل کے نظام کو فروغ دینے کی تجویز دی ہے۔: [35, 266, 173, 314]
continuation-label: بقیہ: [108, 749, 132, 763]
text-column: [485, 136, 638, 2348]
article-paragraph: بلدیاتی ادارے نے صفائی مہم کا آغاز کر دیا ہے جس کے تحت شہر کے مختلف علاقوں سے کچرا اٹھانے کا عمل تیز کیا جائے گا۔ شہریوں سے تعاون کی اپیل کی گئی ہے۔: [950, 1254, 1088, 1292]
article-paragraph: وکلاء نے دلائل دیتے ہوئے کہا کہ درخواست گزار کے بنیادی حقوق متاثر ہوئے ہیں اور آئین کے آرٹیکل کے تحت ان کا تحفظ لازم ہے۔ عدالت نے متعلقہ ادارے سے تفصیلی رپورٹ طلب کر لی۔: [797, 552, 935, 600]
article-paragraph: اسرائیلی وزیراعظم نیتن یاہو نے قطر پر حملے کے بعد خطے میں کشیدگی مزید بڑھا دی ہے۔ عرب اسلامی سربراہی اجلاس میں شریک رہنماؤں نے اس اقدام کو بین الاقوامی قوانین کی کھلی خلاف ورزی قرار دیا اور کہا کہ خطے کے امن کو نقصان پہنچانے والی کارروائیاں کسی صورت قبول نہیں کی جا سکتیں۔ اجلاس کے اعلامیے میں مطالبہ کیا گیا کہ عالمی برادری فوری مداخلت کرے اور اسرائیل کو جوابدہ ٹھہرایا جائے۔: [1102, 162, 1240, 255]
continuation-number: 44: [36, 604, 66, 619]
article-paragraph: وکلاء تنظیموں نے کہا کہ عدلیہ کی آزادی اور خودمختاری پر کوئی سمجھوتہ نہیں کیا جا سکتا۔ انہوں نے مطالبہ کیا کہ مقدمات کے فیصلوں میں تاخیر کے اسباب دور کیے جائیں اور سائلین کو سستا انصاف فراہم کیا جائے۔: [35, 211, 173, 258]
article-paragraph: لاء کمیشن کے اجلاس میں بتایا گیا کہ ماڈل کورٹس کے قیام سے فیصلوں میں تیزی آئی ہے۔ اجلاس میں عدالتی اصلاحات کے لیے سفارشات مرتب کرنے کا فیصلہ کیا گیا۔: [35, 316, 173, 354]
continuation-label: بقیہ: [1175, 900, 1199, 914]
article-paragraph: دوسری جانب اپوزیشن جماعتوں نے حکومتی اقدامات کو ناکافی قرار دیتے ہوئے کہا کہ عوام کو حقیقی ریلیف اسی وقت ملے گا جب بنیادی اصلاحات کی جائیں گی۔ اپوزیشن رہنماؤں نے کہا کہ صرف اعلانات سے مسائل حل نہیں ہوں گے بلکہ عملی اقدامات کی ضرورت ہے۔: [797, 344, 935, 410]
continuation-label: بقیہ: [260, 789, 284, 803]
article-paragraph: اسموگ کے تدارک کے لیے فصلوں کی باقیات جلانے پر مکمل پابندی عائد کر دی گئی ہے۔ کسانوں کو متبادل طریقے اپنانے کی ترغیب دی جا رہی ہے اور مشینری سبسڈی پر فراہم کی جا رہی ہے۔: [492, 759, 630, 806]
article-paragraph: تعلیمی بورڈ نے امتحانات کا شیڈول جاری کر دیا ہے۔ اعلامیے کے مطابق عملی امتحانات پہلے منعقد ہوں گے جبکہ تحریری پرچے اگلے ماہ شروع ہوں گے۔ طلبہ کو رول نمبر سلپس ویب سائٹ سے ڈاؤن لوڈ کرنے کی ہدایت کی گئی ہے۔: [187, 388, 325, 445]
continuation-header: [35, 675, 173, 692]
article-paragraph: دستاویزات کے مطابق مجموعی ترقیاتی اخراجات 399,980 ملین روپے رہے جبکہ وفاقی حصہ 13,053,273 ملین روپے رہا۔ ماہرینِ معیشت کا کہنا ہے کہ ان اقدامات سے معاشی سرگرمیوں میں تیزی آئے گی اور روزگار کے نئے مواقع پیدا ہوں گے۔: [950, 704, 1088, 761]
article-paragraph: قائدِ حزبِ اختلاف نے کہا کہ حکومت ایوان کو اعتماد میں نہیں لے رہی اور اہم قانون سازی بغیر بحث کے منظور کرائی جا رہی ہے۔ انہوں نے مطالبہ کیا کہ تمام بل متعلقہ کمیٹیوں کو بھجوائے جائیں۔: [340, 220, 478, 267]
continuation-header: [188, 141, 326, 158]
article-paragraph: سماجی تنظیموں نے شہریوں میں شعور اجاگر کرنے کے لیے آگاہی مہم کا آغاز کیا ہے۔ مہم کے تحت اسکولوں اور کالجوں میں سیمینار منعقد کیے جائیں گے۔: [187, 881, 325, 919]
continuation-label: بقیہ: [413, 768, 437, 782]
continuation-number: 34: [341, 767, 371, 782]
article-paragraph: صحت کے شعبے میں اصلاحات کے تحت سرکاری ہسپتالوں میں ادویات کی مفت فراہمی کو یقینی بنانے کی ہدایت کی گئی ہے۔ نگران حکام نے ہسپتالوں کا اچانک دورہ کیا اور صفائی کی صورتحال پر عدم اطمینان کا اظہار کیا۔ متعلقہ افسران کو ایک ہفتے میں بہتری لانے کی ہدایت جاری کی گئی ہے۔: [1102, 1069, 1240, 1135]
article-paragraph: امدادی قافلوں کو راستے میں رکاوٹوں کا سامنا ہے اور سرحدی گزرگاہیں بند ہونے سے سامان کی ترسیل متاثر ہو رہی ہے۔ اقوام متحدہ نے تمام فریقین سے اپیل کی ہے کہ انسانی راہداری کھولی جائے۔: [645, 288, 783, 336]
article-paragraph: شہر میں جاری ترقیاتی کاموں کے باعث متعدد شاہراہوں پر ٹریفک کا دباؤ بڑھ گیا ہے۔ انتظامیہ نے متبادل راستوں کا اعلان کیا ہے اور شہریوں سے تعاون کی اپیل کی ہے۔ ٹریفک وارڈنز کی اضافی نفری تعینات کر دی گئی ہے۔: [187, 162, 325, 218]
article-paragraph: رپورٹ کے مطابق آئی ٹی برآمدات میں مسلسل اضافہ ہو رہا ہے اور نوجوان اس شعبے کی طرف راغب ہو رہے ہیں۔ خصوصی ٹیکنالوجی زونز کے قیام سے سرمایہ کاری میں مزید اضافہ متوقع ہے۔: [35, 551, 173, 598]
article-paragraph: کھلاڑیوں نے کہا کہ مناسب سہولیات اور تربیت فراہم کی جائے تو مزید بہتر نتائج حاصل کیے جا سکتے ہیں۔ انہوں نے گراس روٹ سطح پر ٹیلنٹ ہنٹ پروگرام شروع کرنے کی تجویز دی۔: [187, 663, 325, 710]
continuation-label: بقیہ: [413, 428, 437, 442]
article-paragraph: وزیرِ قانون نے جواب دیتے ہوئے کہا کہ حکومت ہر معاملے پر بحث کے لیے تیار ہے مگر اپوزیشن کا رویہ غیر پارلیمانی ہے۔ انہوں نے کہا کہ عوامی مفاد کے قوانین میں تاخیر نہیں کی جا سکتی۔: [340, 270, 478, 317]
continuation-label: بقیہ: [870, 873, 894, 887]
continuation-number: 41: [189, 861, 219, 876]
article-paragraph: ماس ٹرانزٹ منصوبے کے لیے فزیبلٹی رپورٹ تیار کر لی گئی ہے۔ منصوبے پر لاگت کا تخمینہ اربوں روپے لگایا گیا ہے جس کے لیے بین الاقوامی مالیاتی اداروں سے رابطہ کیا جا رہا ہے۔: [492, 637, 630, 684]
text-column: [332, 136, 485, 2348]
continuation-label: بقیہ: [870, 810, 894, 824]
continuation-number: 46: [36, 749, 66, 764]
continuation-label: بقیہ: [1023, 926, 1047, 940]
continuation-label: بقیہ: [108, 482, 132, 496]
continuation-number: 35: [341, 840, 371, 855]
continuation-header: [493, 884, 631, 901]
continuation-number: 4: [1104, 1050, 1134, 1065]
continuation-label: بقیہ: [1023, 1080, 1047, 1094]
continuation-header: [35, 820, 173, 837]
article-paragraph: ماحولیاتی آلودگی پر قابو پانے کے لیے اینٹوں کے بھٹوں کو زگ زیگ ٹیکنالوجی پر منتقل کرنے کی مہم جاری ہے۔ خلاف ورزی کرنے والے بھٹوں کو سیل کر دیا گیا ہے اور بھاری جرمانے عائد کیے گئے ہیں۔: [492, 710, 630, 757]
continuation-number: 38: [189, 604, 219, 619]
continuation-label: بقیہ: [413, 550, 437, 564]
continuation-number: 37: [189, 491, 219, 506]
continuation-label: بقیہ: [260, 369, 284, 383]
continuation-label: بقیہ جات: [1009, 143, 1060, 156]
continuation-number: 8: [36, 142, 66, 157]
continuation-label: بقیہ: [870, 737, 894, 751]
continuation-number: 42: [36, 360, 66, 375]
continuation-number: 39: [189, 716, 219, 731]
continuation-header: [493, 141, 631, 158]
continuation-number: 25: [494, 388, 524, 403]
continuation-number: 2: [951, 142, 981, 157]
continuation-header: [188, 788, 326, 805]
continuation-header: [950, 925, 1088, 942]
